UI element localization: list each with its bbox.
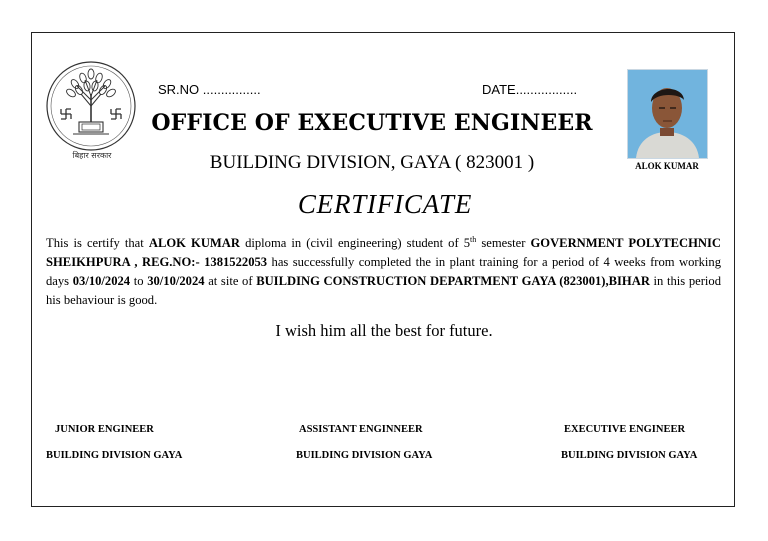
assistant-engineer-division: BUILDING DIVISION GAYA [296, 450, 433, 461]
photo-name-label: ALOK KUMAR [635, 161, 699, 171]
training-end-date: 30/10/2024 [147, 274, 205, 288]
seal-caption: बिहार सरकार [72, 151, 112, 160]
training-start-date: 03/10/2024 [72, 274, 131, 288]
junior-engineer-division: BUILDING DIVISION GAYA [46, 450, 183, 461]
assistant-engineer-title: ASSISTANT ENGINNEER [299, 424, 423, 435]
body-text-segment: diploma in (civil engineering) student of 5 [240, 236, 471, 250]
certificate-body [46, 234, 721, 310]
junior-engineer-title: JUNIOR ENGINEER [55, 424, 154, 435]
body-text-segment: has successfully completed the in plant training for a period of 4 weeks from working days [46, 255, 721, 288]
office-title: OFFICE OF EXECUTIVE ENGINEER [151, 110, 593, 136]
body-text-segment: to [130, 274, 148, 288]
bihar-government-seal [45, 60, 137, 152]
executive-engineer-division: BUILDING DIVISION GAYA [561, 450, 698, 461]
training-site: BUILDING CONSTRUCTION DEPARTMENT GAYA (823001),BIHAR [256, 274, 650, 288]
ordinal-suffix: th [470, 234, 477, 244]
body-text-segment: at site of [204, 274, 257, 288]
body-text-segment: in this period his behaviour is good. [46, 274, 721, 307]
body-text-segment: semester [476, 236, 531, 250]
student-name: ALOK KUMAR [148, 236, 240, 250]
executive-engineer-title: EXECUTIVE ENGINEER [564, 424, 686, 435]
college-and-registration: GOVERNMENT POLYTECHNIC SHEIKHPURA , REG.NO:- 1381522053 [46, 236, 722, 269]
body-text-segment: This is certify that [46, 236, 149, 250]
date-field: DATE................. [482, 82, 578, 97]
student-photo-image [628, 70, 707, 158]
serial-number-field: SR.NO ................ [158, 82, 261, 97]
certificate-heading: CERTIFICATE [297, 189, 473, 219]
closing-wish: I wish him all the best for future. [275, 321, 493, 340]
division-title: BUILDING DIVISION, GAYA ( 823001 ) [209, 152, 535, 173]
student-photo [627, 69, 708, 159]
